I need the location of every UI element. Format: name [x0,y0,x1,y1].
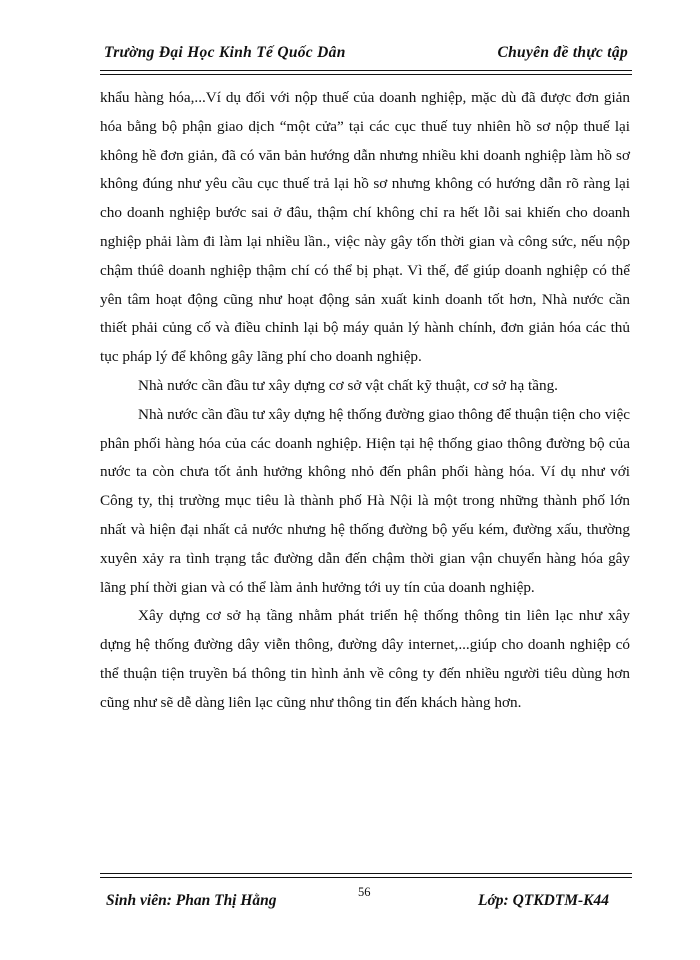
header-document-type: Chuyên đề thực tập [497,44,628,61]
page-number: 56 [358,885,371,899]
body-paragraph: Nhà nước cần đầu tư xây dựng cơ sở vật chất kỹ thuật, cơ sở hạ tầng. [138,376,558,394]
page-footer [100,884,632,914]
body-paragraph: Xây dựng cơ sở hạ tầng nhằm phát triển hệ thống thông tin liên lạc như xây dựng hệ thống đường dây viễn thông, đường dây internet,...giúp cho doanh nghiệp có thể thuận tiện truyền bá thông tin hình ảnh về công ty đến nhiều người tiêu dùng hơn cũng như sẽ dễ dàng liên lạc cũng như thông tin đến khách hàng hơn. [100,607,630,711]
body-paragraph: Nhà nước cần đầu tư xây dựng hệ thống đường giao thông để thuận tiện cho việc phân phối hàng hóa của các doanh nghiệp. Hiện tại hệ thống giao thông đường bộ của nước ta còn chưa tốt ảnh hưởng không nhỏ đến phân phối hàng hóa. Ví dụ như với Công ty, thị trường mục tiêu là thành phố Hà Nội là một trong những thành phố lớn nhất và hiện đại nhất cả nước nhưng hệ thống đường bộ yếu kém, đường xấu, thường xuyên xảy ra tình trạng tắc đường dẫn đến chậm thời gian vận chuyển hàng hóa gây lãng phí thời gian và có thể làm ảnh hưởng tới uy tín của doanh nghiệp. [100,405,630,596]
page-body [100,84,630,718]
footer-class: Lớp: QTKDTM-K44 [478,892,610,909]
body-paragraph: khẩu hàng hóa,...Ví dụ đối với nộp thuế của doanh nghiệp, mặc dù đã được đơn giản hóa bằng bộ phận giao dịch “một cửa” tại các cục thuế tuy nhiên hồ sơ nộp thuế lại không hề đơn giản, đã có văn bản hướng dẫn nhưng nhiều khi doanh nghiệp làm hồ sơ không đúng như yêu cầu cục thuế trả lại hồ sơ nhưng không có hướng dẫn rõ ràng lại cho doanh nghiệp bước sai ở đâu, thậm chí không chỉ ra hết lỗi sai khiến cho doanh nghiệp phải làm đi làm lại nhiều lần., việc này gây tốn thời gian và công sức, nếu nộp chậm thúê doanh nghiệp thậm chí có thể bị phạt. Vì thế, để giúp doanh nghiệp có thể yên tâm hoạt động cũng như hoạt động sản xuất kinh doanh tốt hơn, Nhà nước cần thiết phải củng cố và điều chỉnh lại bộ máy quản lý hành chính, đơn giản hóa các thủ tục pháp lý để không gây lãng phí cho doanh nghiệp. [100,89,630,366]
footer-divider [100,873,632,878]
header-divider [100,70,632,75]
page-header [100,44,632,70]
header-university: Trường Đại Học Kinh Tế Quốc Dân [104,44,346,61]
footer-student-name: Sinh viên: Phan Thị Hằng [106,892,277,909]
